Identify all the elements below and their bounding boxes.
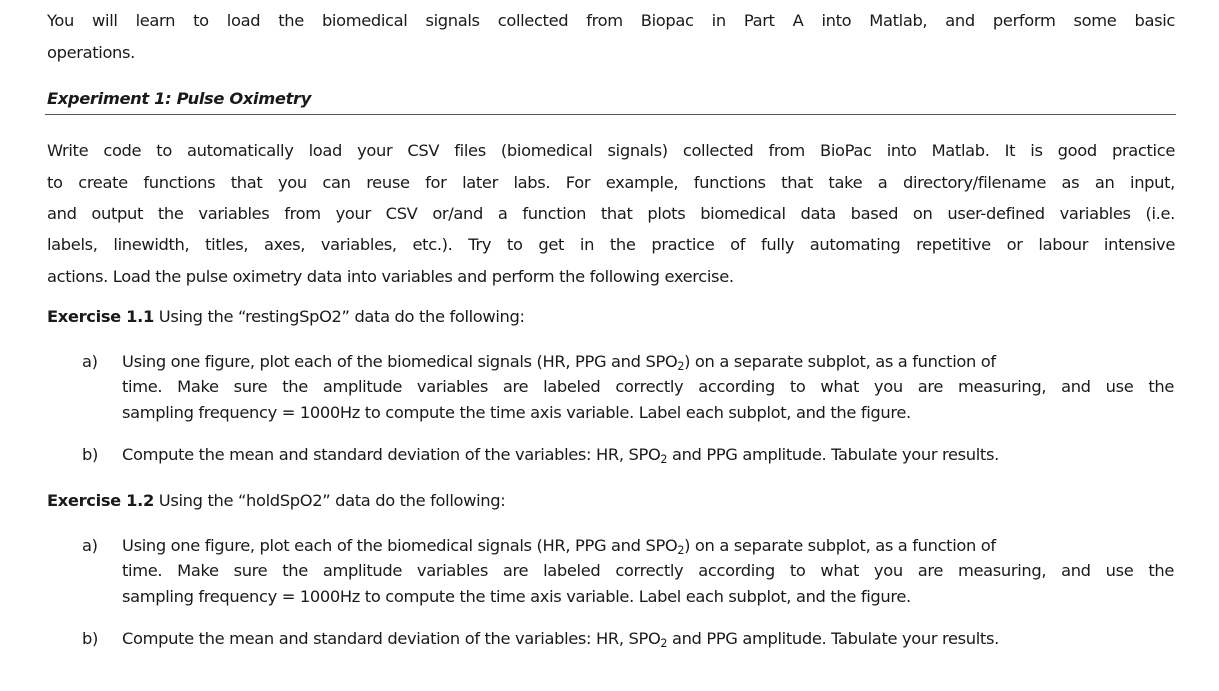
exercise-1-2-b-pre: Compute the mean and standard deviation of the variables: HR, SPO [122,629,661,648]
exercise-1-1-text: Using the “restingSpO2” data do the following: [153,307,525,326]
paragraph-line-4: labels, linewidth, titles, axes, variables, etc.). Try to get in the practice of fully automating repetitive or labour intensive [47,235,1175,254]
exercise-1-2-a-line-1-pre: Using one figure, plot each of the biomedical signals (HR, PPG and SPO [122,536,678,555]
paragraph-line-1: Write code to automatically load your CSV files (biomedical signals) collected from BioPac into Matlab. It is good practice [47,141,1175,160]
exercise-1-2-intro [47,488,505,514]
heading-rule [45,114,1176,115]
exercise-1-1-a-marker: a) [82,352,98,371]
exercise-1-2-b-marker: b) [82,629,98,648]
exercise-1-2-label: Exercise 1.2 [47,491,154,510]
exercise-1-1-label: Exercise 1.1 [47,307,154,326]
exercise-1-1-a-line-1 [122,349,996,375]
paragraph-line-5: actions. Load the pulse oximetry data into variables and perform the following exercise. [47,267,734,286]
intro-line-1: You will learn to load the biomedical signals collected from Biopac in Part A into Matlab, and perform some basic [47,11,1175,30]
exercise-1-1-b-pre: Compute the mean and standard deviation of the variables: HR, SPO [122,445,661,464]
paragraph-line-3: and output the variables from your CSV or/and a function that plots biomedical data based on user-defined variables (i.e. [47,204,1175,223]
exercise-1-2-b-line [122,626,999,652]
exercise-1-1-b-line [122,442,999,468]
exercise-1-2-a-line-1 [122,533,996,559]
exercise-1-1-a-line-3: sampling frequency = 1000Hz to compute the time axis variable. Label each subplot, and the figure. [122,403,911,422]
exercise-1-1-b-post: and PPG amplitude. Tabulate your results. [667,445,999,464]
subscript-2: 2 [660,636,668,650]
exercise-1-2-a-marker: a) [82,536,98,555]
exercise-1-2-b-post: and PPG amplitude. Tabulate your results. [667,629,999,648]
exercise-1-1-a-line-2: time. Make sure the amplitude variables are labeled correctly according to what you are measuring, and use the [122,377,1174,396]
exercise-1-1-intro [47,304,525,330]
exercise-1-2-a-line-1-post: ) on a separate subplot, as a function of [684,536,996,555]
subscript-2: 2 [660,452,668,466]
exercise-1-1-b-marker: b) [82,445,98,464]
intro-line-2: operations. [47,43,135,62]
exercise-1-2-a-line-3: sampling frequency = 1000Hz to compute the time axis variable. Label each subplot, and the figure. [122,587,911,606]
subscript-2: 2 [677,543,685,557]
exercise-1-2-text: Using the “holdSpO2” data do the following: [153,491,506,510]
experiment-heading: Experiment 1: Pulse Oximetry [47,89,311,108]
exercise-1-2-a-line-2: time. Make sure the amplitude variables are labeled correctly according to what you are measuring, and use the [122,561,1174,580]
exercise-1-1-a-line-1-pre: Using one figure, plot each of the biomedical signals (HR, PPG and SPO [122,352,678,371]
subscript-2: 2 [677,359,685,373]
exercise-1-1-a-line-1-post: ) on a separate subplot, as a function of [684,352,996,371]
paragraph-line-2: to create functions that you can reuse for later labs. For example, functions that take a directory/filename as an input, [47,173,1175,192]
